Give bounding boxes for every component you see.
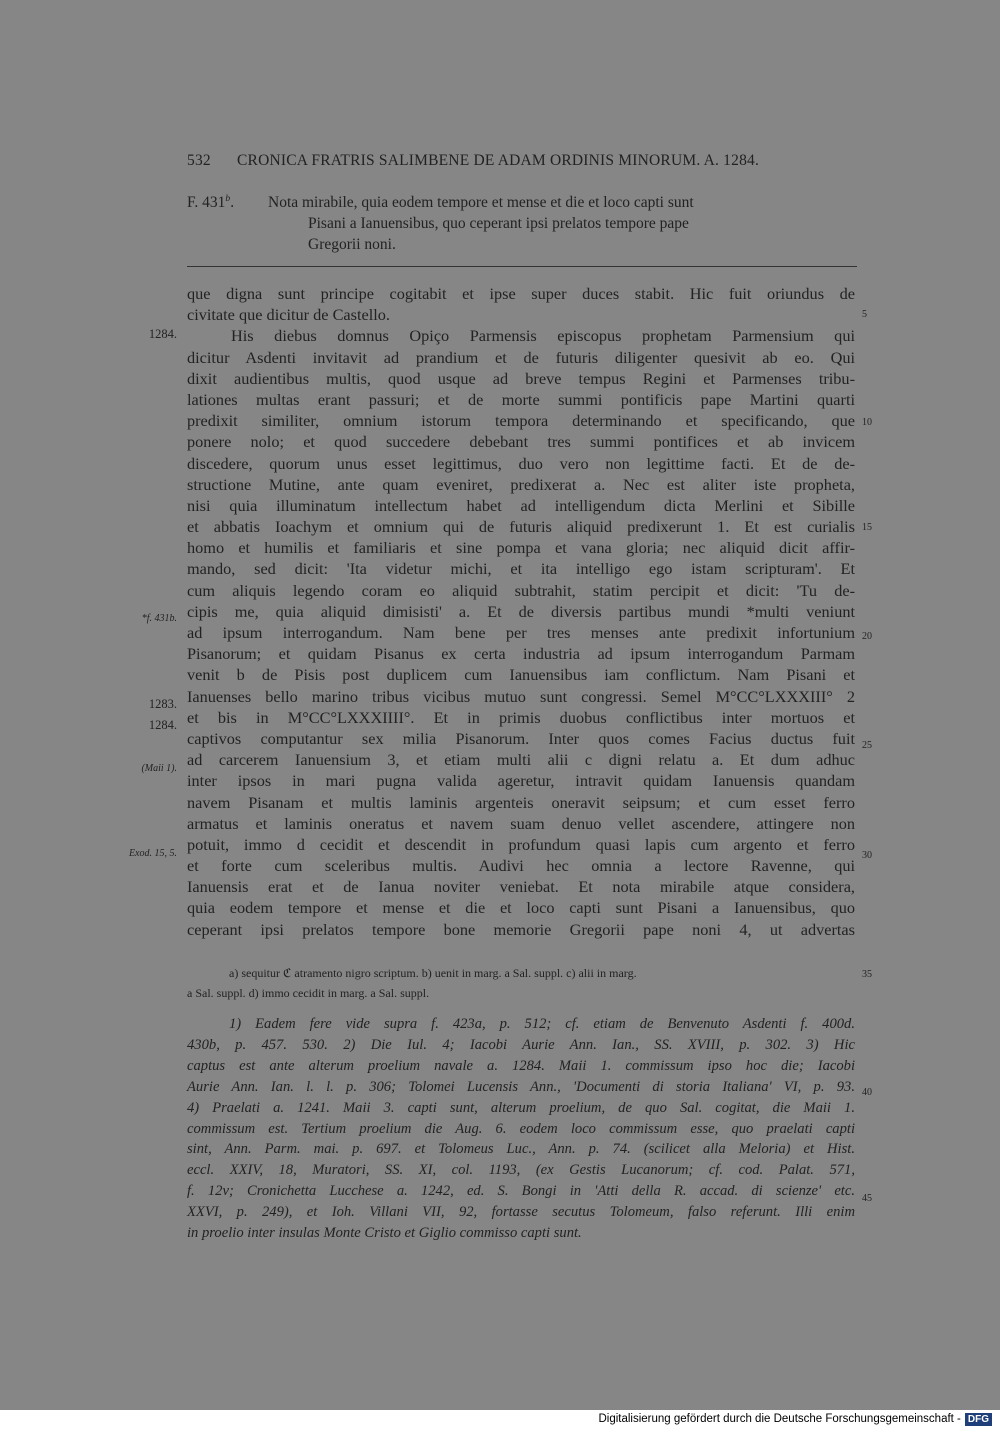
text-line: ponere nolo; et quod succedere debebant tres summi pontifices et ab invicem: [187, 432, 855, 452]
text-line: dicitur Asdenti invitavit ad prandium et de futuris diligenter quesivit ab eo. Qui: [187, 347, 855, 367]
text-line: que digna sunt principe cogitabit et ipse super duces stabit. Hic fuit oriundus de: [187, 284, 855, 303]
note-line: Nota mirabile, quia eodem tempore et mense et die et loco capti sunt: [268, 194, 694, 211]
line-number: 5: [862, 309, 867, 320]
text-line: structione Mutine, ante quam eveniret, predixerat a. Nec est aliter iste propheta,: [187, 474, 855, 494]
text-line: ad carcerem Ianuensium 3, et etiam multi alii c digni relatu a. Et dum adhuc: [187, 750, 855, 770]
text-line: venit b de Pisis post duplicem cum Ianuensibus iam conflictum. Nam Pisani et: [187, 665, 855, 685]
header-marginal-note: [187, 192, 857, 255]
text-line: et bis in M°CC°LXXXIIII°. Et in primis duobus conflictibus inter mortuos et: [187, 707, 855, 727]
text-line: armatus et laminis oneratus et navem suam denuo vellet ascendere, attingere non: [187, 813, 855, 833]
folio-label: F. 431$^b$.: [187, 192, 235, 211]
line-number: 25: [862, 740, 872, 751]
line-number: 20: [862, 631, 872, 642]
text-line: captivos computantur sex milia Pisanorum. Inter quos comes Facius ductus fuit: [187, 728, 855, 748]
footnote-line: 430b, p. 457. 530. 2) Die Iul. 4; Iacobi Aurie Ann. Ian., SS. XVIII, p. 302. 3) Hic: [187, 1036, 855, 1053]
footnote-line: sint, Ann. Parm. mai. p. 697. et Tolomeus Luc., Ann. p. 74. (scilicet alla Meloria) et Hist.: [187, 1141, 855, 1158]
note-line: Gregorii noni.: [308, 236, 396, 253]
line-number: 45: [862, 1193, 872, 1204]
digitization-credit: [598, 1413, 992, 1426]
margin-year: 1284.: [148, 327, 177, 341]
text-line: mando, sed dicit: 'Ita videtur michi, et ita intelligo ego istam scripturam'. Et: [187, 559, 855, 579]
margin-citation: Exod. 15, 5.: [128, 848, 177, 859]
line-number: 15: [862, 522, 872, 533]
line-number: 10: [862, 417, 872, 428]
page-number: 532: [187, 152, 211, 169]
credit-text: Digitalisierung gefördert durch die Deutsche Forschungsgemeinschaft -: [598, 1413, 961, 1425]
margin-date: (Maii 1).: [141, 763, 177, 774]
critical-apparatus: [187, 964, 855, 1003]
text-line: quia eodem tempore et mense et die et loco capti sunt Pisani a Ianuensibus, quo: [187, 898, 855, 918]
text-line: dixit audientibus multis, quod usque ad breve tempus Regini et Parmenses tribu-: [187, 368, 855, 388]
footnote-line: captus est ante alterum proelium navale a. 1284. Maii 1. commissum ipso hoc die; Iacobi: [187, 1057, 855, 1074]
text-line: lationes multas erant passuri; et de morte summi pontificis pape Martini quarti: [187, 389, 855, 409]
footnote-line: commissum est. Tertium proelium die Aug. 6. eodem loco commissum esse, quo praelati capti: [187, 1120, 855, 1137]
margin-year: 1284.: [148, 718, 177, 732]
apparatus-line: a Sal. suppl. d) immo cecidit in marg. a Sal. suppl.: [187, 985, 430, 1000]
text-line: nisi quia illuminatum intellectum habet ad intelligendum dicta Merlini et Sibille: [187, 495, 855, 515]
text-line: Ianuenses bello marino tribus vicibus mutuo sunt congressi. Semel M°CC°LXXXIII° 2: [187, 686, 855, 706]
running-header: [187, 152, 857, 170]
text-line: Ianuensis erat et de Ianua noviter veniebat. Et nota mirabile atque considera,: [187, 877, 855, 897]
header-rule: [187, 266, 857, 267]
text-line: homo et humilis et familiaris et sine pompa et vana gloria; nec aliquid dicit affir-: [187, 538, 855, 558]
footnote-line: XXVI, p. 249), et Ioh. Villani VII, 92, fortasse secutus Tolomeum, falso referunt. Illi enim: [187, 1204, 855, 1221]
dfg-logo: DFG: [965, 1413, 992, 1426]
footnote-line: 4) Praelati a. 1241. Maii 3. capti sunt, alterum proelium, de quo Sal. cogitat, die Maii 1.: [187, 1099, 855, 1116]
line-number: 35: [862, 969, 872, 980]
margin-folio: *f. 431b.: [141, 613, 177, 624]
footnote-line: 1) Eadem fere vide supra f. 423a, p. 512; cf. etiam de Benvenuto Asdenti f. 400d.: [229, 1016, 855, 1032]
footnote-line: Aurie Ann. Ian. l. l. p. 306; Tolomei Lucensis Ann., 'Documenti di storia Italiana' VI, p. 93.: [187, 1078, 855, 1095]
text-line: et forte cum sceleribus multis. Audivi hec omnia a lectore Ravenne, qui: [187, 856, 855, 876]
text-line: His diebus domnus Opiço Parmensis episcopus prophetam Parmensium qui: [231, 326, 855, 346]
text-line: navem Pisanam et multis laminis argenteis oneravit seipsum; et cum esset ferro: [187, 792, 855, 812]
text-line: predixit similiter, omnium istorum tempora determinando et specificando, que: [187, 411, 855, 431]
footnote-line: f. 12v; Cronichetta Lucchese a. 1242, ed. S. Bongi in 'Atti della R. accad. di scienze' etc.: [187, 1183, 855, 1200]
text-line: cipis me, quia aliquid dimisisti' a. Et de diversis partibus mundi *multi veniunt: [187, 601, 855, 621]
text-line: discedere, quorum unus esset legittimus, duo vero non legittime facti. Et de de-: [187, 453, 855, 473]
text-line: potuit, immo d cecidit et descendit in profundum quasi lapis cum argento et ferro: [187, 834, 855, 854]
note-line: Pisani a Ianuensibus, quo ceperant ipsi prelatos tempore pape: [308, 215, 689, 232]
footnotes: [187, 1014, 855, 1244]
apparatus-line: a) sequitur ℭ atramento nigro scriptum. b) uenit in marg. a Sal. suppl. c) alii in marg.: [229, 966, 637, 980]
text-line: Pisanorum; et quidam Pisanus ex certa industria ad ipsum interrogandum Parmam: [187, 644, 855, 664]
footnote-line: in proelio inter insulas Monte Cristo et Giglio commisso capti sunt.: [187, 1225, 582, 1242]
line-number: 30: [862, 850, 872, 861]
text-line: ceperant ipsi prelatos tempore bone memorie Gregorii pape noni 4, ut advertas: [187, 919, 855, 939]
text-line: ad ipsum interrogandum. Nam bene per tres menses ante predixit infortunium: [187, 623, 855, 642]
running-title: CRONICA FRATRIS SALIMBENE DE ADAM ORDINIS MINORUM. A. 1284.: [237, 152, 760, 169]
line-number: 40: [862, 1087, 872, 1098]
text-line: et abbatis Ioachym et omnium qui de futuris aliquid predixerunt 1. Et est curialis: [187, 517, 855, 537]
text-line: civitate que dicitur de Castello.: [187, 305, 390, 325]
text-line: cum aliquis legendo coram eo aliquid subtrahit, statim percipit et dicit: 'Tu de-: [187, 580, 855, 600]
text-line: inter ipsos in mari pugna valida ageretur, intravit quidam Ianuensis quandam: [187, 771, 855, 791]
main-text: [187, 283, 855, 940]
margin-year: 1283.: [148, 697, 177, 711]
footnote-line: eccl. XXIV, 18, Muratori, SS. XI, col. 1193, (ex Gestis Lucanorum; cf. cod. Palat. 571,: [187, 1162, 855, 1179]
